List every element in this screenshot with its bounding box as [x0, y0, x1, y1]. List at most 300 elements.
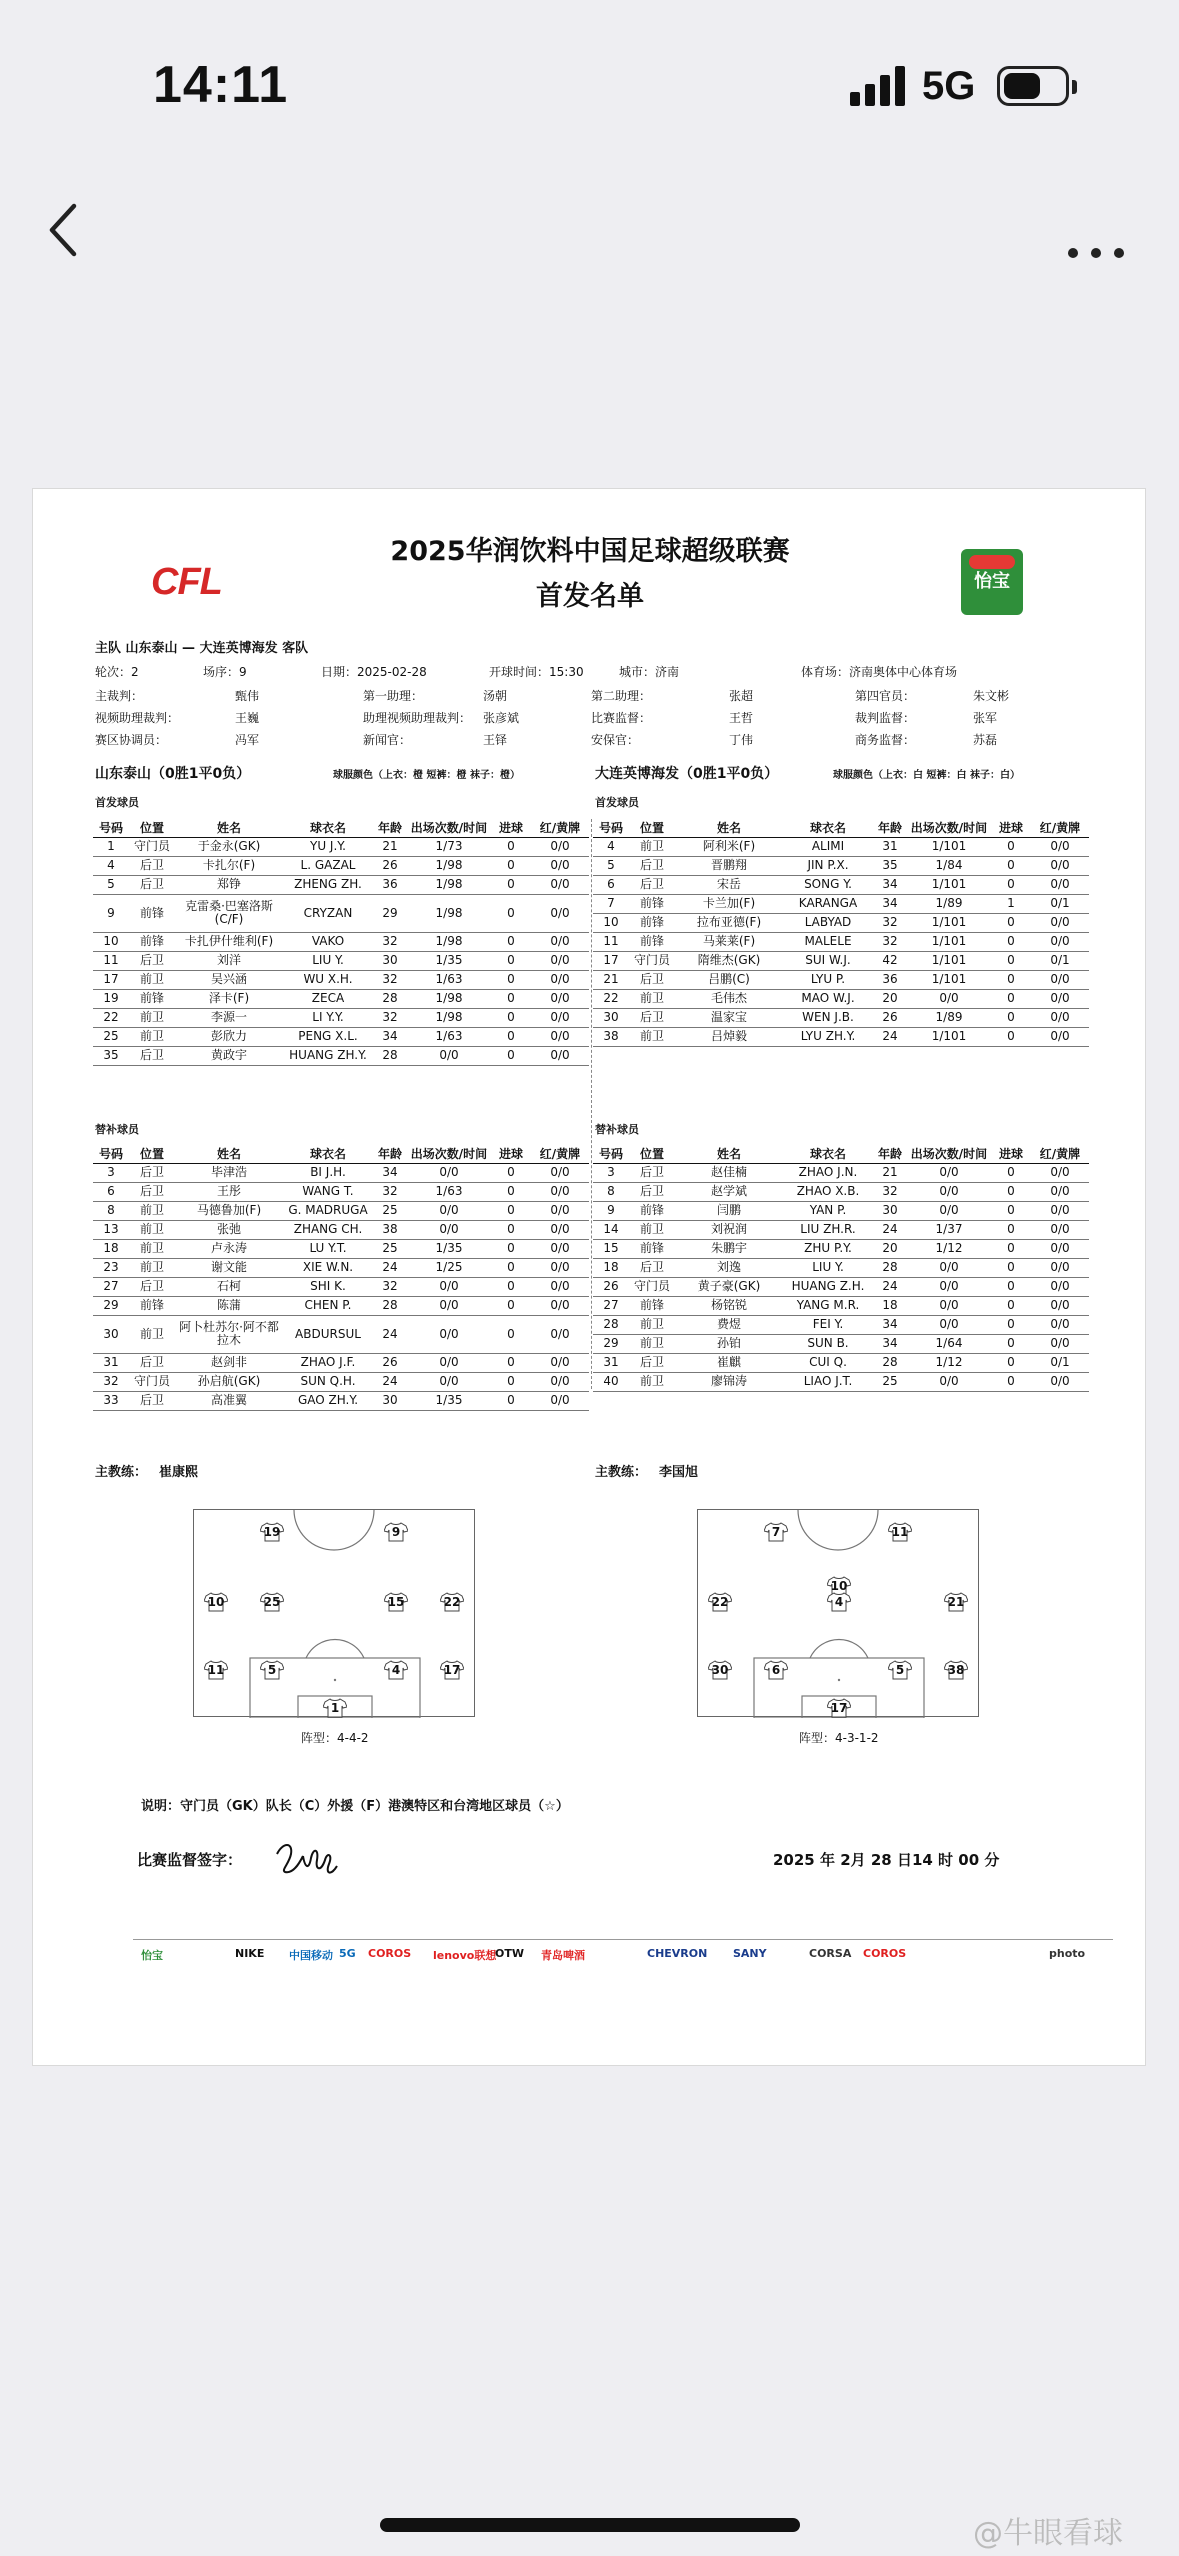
cell-number: 18 — [593, 1258, 629, 1277]
cell-age: 24 — [373, 1372, 407, 1391]
cell-shirt-name: YANG M.R. — [783, 1296, 873, 1315]
info-label: 第四官员： — [855, 689, 916, 703]
cell-goals: 0 — [491, 1315, 531, 1353]
away-formation: 阵型：4-3-1-2 — [799, 1731, 879, 1745]
cell-number: 4 — [593, 837, 629, 856]
watermark: @牛眼看球 — [973, 2516, 1123, 2551]
cell-number: 14 — [593, 1220, 629, 1239]
cell-shirt-name: KARANGA — [783, 894, 873, 913]
document-subtitle: 首发名单 — [536, 581, 644, 612]
cell-number: 19 — [93, 989, 129, 1008]
cell-appearances: 1/101 — [907, 875, 991, 894]
cell-number: 8 — [593, 1182, 629, 1201]
cell-position: 后卫 — [129, 951, 175, 970]
cell-name: 张弛 — [175, 1220, 283, 1239]
network-label: 5G — [922, 64, 976, 108]
cell-number: 17 — [593, 951, 629, 970]
table-row — [593, 913, 1089, 932]
cell-goals: 0 — [991, 1220, 1031, 1239]
cell-cards: 0/0 — [531, 1277, 589, 1296]
table-row — [593, 989, 1089, 1008]
cell-goals: 0 — [491, 1182, 531, 1201]
cell-cards: 0/0 — [531, 951, 589, 970]
info-value: 冯军 — [235, 733, 260, 747]
cell-number: 30 — [593, 1008, 629, 1027]
cell-position: 后卫 — [629, 970, 675, 989]
info-value: 张彦斌 — [483, 711, 520, 725]
shirt-number: 5 — [267, 1663, 277, 1677]
cell-appearances: 0/0 — [907, 989, 991, 1008]
cell-appearances: 1/101 — [907, 1027, 991, 1046]
away-subs-label: 替补球员 — [595, 1123, 639, 1136]
sponsor-divider — [133, 1939, 1113, 1940]
column-header-goals: 进球 — [491, 819, 531, 837]
column-header-shirt-name: 球衣名 — [283, 819, 373, 837]
cell-cards: 0/0 — [1031, 970, 1089, 989]
cell-shirt-name: LI Y.Y. — [283, 1008, 373, 1027]
cell-shirt-name: VAKO — [283, 932, 373, 951]
cell-cards: 0/0 — [531, 932, 589, 951]
cell-number: 7 — [593, 894, 629, 913]
cell-cards: 0/0 — [531, 1046, 589, 1065]
home-kit-colors: 球服颜色（上衣：橙 短裤：橙 袜子：橙） — [333, 770, 520, 781]
info-round: 轮次：2 — [95, 665, 139, 679]
sponsor-logo: 中国移动 — [289, 1949, 333, 1962]
cell-number: 38 — [593, 1027, 629, 1046]
status-time: 14:11 — [153, 56, 289, 114]
cell-goals: 0 — [991, 989, 1031, 1008]
table-row — [593, 875, 1089, 894]
cell-number: 22 — [93, 1008, 129, 1027]
cell-shirt-name: WANG T. — [283, 1182, 373, 1201]
cell-position: 后卫 — [129, 1182, 175, 1201]
cell-age: 32 — [873, 1182, 907, 1201]
cell-age: 30 — [873, 1201, 907, 1220]
cell-name: 赵佳楠 — [675, 1163, 783, 1182]
cell-appearances: 0/0 — [407, 1315, 491, 1353]
cell-age: 20 — [873, 989, 907, 1008]
column-header-position: 位置 — [629, 819, 675, 837]
table-row — [93, 1201, 589, 1220]
info-value: 汤朝 — [483, 689, 508, 703]
player-shirt-icon — [944, 1592, 968, 1612]
cell-age: 32 — [873, 932, 907, 951]
cell-age: 25 — [373, 1239, 407, 1258]
cell-shirt-name: SUN B. — [783, 1334, 873, 1353]
cell-goals: 0 — [491, 875, 531, 894]
table-row — [93, 1353, 589, 1372]
cell-shirt-name: ZHAO J.F. — [283, 1353, 373, 1372]
column-header-position: 位置 — [129, 1145, 175, 1163]
cell-appearances: 0/0 — [407, 1163, 491, 1182]
cell-goals: 0 — [491, 970, 531, 989]
table-row — [593, 1372, 1089, 1391]
cell-number: 29 — [93, 1296, 129, 1315]
shirt-number: 10 — [830, 1579, 848, 1593]
cell-appearances: 1/63 — [407, 1182, 491, 1201]
cell-cards: 0/0 — [531, 1027, 589, 1046]
table-row — [593, 1277, 1089, 1296]
cell-appearances: 0/0 — [407, 1046, 491, 1065]
cell-age: 32 — [373, 1182, 407, 1201]
player-shirt-icon — [827, 1698, 851, 1718]
cell-number: 18 — [93, 1239, 129, 1258]
cell-cards: 0/0 — [1031, 875, 1089, 894]
cell-goals: 0 — [991, 837, 1031, 856]
cell-age: 24 — [873, 1277, 907, 1296]
cell-number: 13 — [93, 1220, 129, 1239]
player-shirt-icon — [323, 1698, 347, 1718]
home-formation-pitch — [193, 1509, 475, 1717]
player-shirt-icon — [764, 1660, 788, 1680]
away-starters-table — [593, 819, 1089, 1047]
info-label: 比赛监督： — [591, 711, 652, 725]
cell-name: 克雷桑·巴塞洛斯(C/F) — [175, 894, 283, 932]
cell-position: 后卫 — [629, 1182, 675, 1201]
table-header-row — [593, 1145, 1089, 1163]
cell-position: 守门员 — [129, 1372, 175, 1391]
table-row — [93, 1277, 589, 1296]
player-shirt-icon — [204, 1592, 228, 1612]
table-row — [593, 1353, 1089, 1372]
cell-age: 28 — [373, 1296, 407, 1315]
cell-goals: 0 — [491, 1027, 531, 1046]
home-indicator[interactable] — [380, 2518, 800, 2532]
cell-shirt-name: SUI W.J. — [783, 951, 873, 970]
cell-position: 前锋 — [629, 894, 675, 913]
cell-cards: 0/0 — [531, 1220, 589, 1239]
table-row — [93, 989, 589, 1008]
cell-shirt-name: WEN J.B. — [783, 1008, 873, 1027]
cell-age: 42 — [873, 951, 907, 970]
cell-name: 吴兴涵 — [175, 970, 283, 989]
cell-appearances: 0/0 — [907, 1372, 991, 1391]
table-row — [93, 1220, 589, 1239]
cell-shirt-name: LU Y.T. — [283, 1239, 373, 1258]
cell-cards: 0/0 — [531, 1163, 589, 1182]
cfl-logo: CFL — [151, 561, 222, 603]
more-icon[interactable] — [1066, 224, 1126, 270]
table-row — [93, 894, 589, 932]
table-row — [93, 1315, 589, 1353]
cell-goals: 0 — [991, 1372, 1031, 1391]
cell-number: 27 — [93, 1277, 129, 1296]
cell-position: 前卫 — [629, 1027, 675, 1046]
cell-position: 后卫 — [129, 1353, 175, 1372]
shirt-number: 11 — [207, 1663, 225, 1677]
table-row — [593, 1008, 1089, 1027]
cell-position: 前卫 — [129, 970, 175, 989]
cell-position: 守门员 — [629, 1277, 675, 1296]
cell-number: 28 — [593, 1315, 629, 1334]
legend-note: 说明：守门员（GK）队长（C）外援（F）港澳特区和台湾地区球员（☆） — [141, 1799, 569, 1814]
cell-age: 34 — [373, 1163, 407, 1182]
cell-age: 29 — [373, 894, 407, 932]
cell-goals: 0 — [991, 1334, 1031, 1353]
column-header-age: 年龄 — [373, 819, 407, 837]
cell-name: 闫鹏 — [675, 1201, 783, 1220]
cell-appearances: 0/0 — [907, 1163, 991, 1182]
info-value: 王铎 — [483, 733, 508, 747]
table-row — [593, 837, 1089, 856]
cell-position: 后卫 — [129, 875, 175, 894]
column-header-cards: 红/黄牌 — [1031, 1145, 1089, 1163]
column-header-name: 姓名 — [675, 819, 783, 837]
column-header-appearances: 出场次数/时间 — [407, 819, 491, 837]
cell-name: 吕焯毅 — [675, 1027, 783, 1046]
away-formation-pitch — [697, 1509, 979, 1717]
table-row — [593, 1258, 1089, 1277]
cell-goals: 0 — [991, 913, 1031, 932]
cell-number: 32 — [93, 1372, 129, 1391]
cell-name: 毛伟杰 — [675, 989, 783, 1008]
cell-name: 黄子豪(GK) — [675, 1277, 783, 1296]
cell-name: 隋维杰(GK) — [675, 951, 783, 970]
cell-name: 李源一 — [175, 1008, 283, 1027]
cell-cards: 0/0 — [531, 837, 589, 856]
cell-number: 11 — [93, 951, 129, 970]
cell-name: 卢永涛 — [175, 1239, 283, 1258]
sign-date: 2025 年 2月 28 日14 时 00 分 — [773, 1851, 1000, 1869]
table-row — [593, 1182, 1089, 1201]
cell-age: 32 — [373, 1277, 407, 1296]
cell-age: 25 — [373, 1201, 407, 1220]
info-value: 张军 — [973, 711, 998, 725]
info-value: 王哲 — [729, 711, 754, 725]
cell-appearances: 1/35 — [407, 1391, 491, 1410]
column-divider — [591, 819, 592, 1389]
cell-shirt-name: YAN P. — [783, 1201, 873, 1220]
cell-name: 温家宝 — [675, 1008, 783, 1027]
column-header-cards: 红/黄牌 — [531, 819, 589, 837]
cell-shirt-name: MAO W.J. — [783, 989, 873, 1008]
cell-goals: 0 — [491, 1239, 531, 1258]
cell-shirt-name: ZHU P.Y. — [783, 1239, 873, 1258]
cell-number: 6 — [93, 1182, 129, 1201]
cell-name: 王彤 — [175, 1182, 283, 1201]
cell-cards: 0/0 — [531, 856, 589, 875]
column-header-goals: 进球 — [491, 1145, 531, 1163]
home-starters-table — [93, 819, 589, 1066]
info-value: 苏磊 — [973, 733, 998, 747]
cell-shirt-name: SHI K. — [283, 1277, 373, 1296]
table-row — [593, 856, 1089, 875]
cell-goals: 0 — [991, 1163, 1031, 1182]
column-header-shirt-name: 球衣名 — [783, 1145, 873, 1163]
cell-cards: 0/0 — [531, 1296, 589, 1315]
table-header-row — [593, 819, 1089, 837]
cell-position: 后卫 — [629, 875, 675, 894]
cell-appearances: 1/101 — [907, 951, 991, 970]
player-shirt-icon — [708, 1592, 732, 1612]
cell-position: 后卫 — [629, 856, 675, 875]
cell-cards: 0/0 — [1031, 1277, 1089, 1296]
cell-name: 廖锦涛 — [675, 1372, 783, 1391]
shirt-number: 9 — [391, 1525, 401, 1539]
cell-number: 25 — [93, 1027, 129, 1046]
player-shirt-icon — [764, 1522, 788, 1542]
info-label: 第二助理： — [591, 689, 652, 703]
cell-age: 26 — [873, 1008, 907, 1027]
cell-name: 卡扎尔(F) — [175, 856, 283, 875]
cell-shirt-name: ALIMI — [783, 837, 873, 856]
player-shirt-icon — [260, 1592, 284, 1612]
cell-name: 阿卜杜苏尔·阿不都拉木 — [175, 1315, 283, 1353]
cell-age: 28 — [373, 989, 407, 1008]
cell-number: 1 — [93, 837, 129, 856]
cell-name: 石柯 — [175, 1277, 283, 1296]
cell-number: 9 — [93, 894, 129, 932]
player-shirt-icon — [260, 1522, 284, 1542]
cell-age: 34 — [873, 1315, 907, 1334]
player-shirt-icon — [384, 1660, 408, 1680]
cell-position: 前锋 — [129, 932, 175, 951]
cell-cards: 0/1 — [1031, 951, 1089, 970]
cell-appearances: 1/98 — [407, 894, 491, 932]
table-row — [593, 970, 1089, 989]
table-row — [93, 951, 589, 970]
cell-appearances: 0/0 — [407, 1220, 491, 1239]
cell-goals: 0 — [491, 1046, 531, 1065]
cell-shirt-name: LIU Y. — [283, 951, 373, 970]
cell-name: 郑铮 — [175, 875, 283, 894]
cell-shirt-name: ABDURSUL — [283, 1315, 373, 1353]
cell-cards: 0/0 — [1031, 1334, 1089, 1353]
cell-position: 前卫 — [129, 1027, 175, 1046]
cell-name: 崔麒 — [675, 1353, 783, 1372]
cell-position: 前卫 — [129, 1220, 175, 1239]
cell-number: 10 — [593, 913, 629, 932]
cell-age: 32 — [873, 913, 907, 932]
cell-appearances: 1/89 — [907, 894, 991, 913]
cell-goals: 0 — [491, 1296, 531, 1315]
table-row — [593, 1220, 1089, 1239]
player-shirt-icon — [260, 1660, 284, 1680]
column-header-number: 号码 — [593, 1145, 629, 1163]
cell-goals: 0 — [491, 837, 531, 856]
cell-number: 3 — [93, 1163, 129, 1182]
cell-appearances: 1/63 — [407, 1027, 491, 1046]
shirt-number: 1 — [330, 1701, 340, 1715]
shirt-number: 17 — [830, 1701, 848, 1715]
cell-name: 卡扎伊什维利(F) — [175, 932, 283, 951]
away-coach: 李国旭 — [659, 1465, 699, 1480]
cell-number: 29 — [593, 1334, 629, 1353]
cell-goals: 0 — [991, 1008, 1031, 1027]
column-header-name: 姓名 — [675, 1145, 783, 1163]
handwritten-signature — [273, 1834, 343, 1878]
cell-name: 赵剑非 — [175, 1353, 283, 1372]
cell-number: 30 — [93, 1315, 129, 1353]
cell-age: 28 — [373, 1046, 407, 1065]
column-header-position: 位置 — [629, 1145, 675, 1163]
cell-position: 前锋 — [629, 932, 675, 951]
cell-position: 前卫 — [129, 1258, 175, 1277]
cell-age: 28 — [873, 1258, 907, 1277]
cell-position: 前锋 — [629, 1296, 675, 1315]
cell-goals: 0 — [491, 1277, 531, 1296]
table-row — [93, 1296, 589, 1315]
cell-appearances: 0/0 — [407, 1201, 491, 1220]
sponsor-logo: CHEVRON — [647, 1947, 708, 1960]
cell-number: 31 — [593, 1353, 629, 1372]
cell-cards: 0/0 — [531, 1372, 589, 1391]
cell-cards: 0/0 — [531, 1353, 589, 1372]
cell-cards: 0/0 — [1031, 1258, 1089, 1277]
cell-name: 卡兰加(F) — [675, 894, 783, 913]
shirt-number: 17 — [443, 1663, 461, 1677]
cell-name: 孙启航(GK) — [175, 1372, 283, 1391]
shirt-number: 11 — [891, 1525, 909, 1539]
sponsor-logo: COROS — [368, 1947, 412, 1960]
table-row — [593, 894, 1089, 913]
cell-goals: 0 — [491, 1201, 531, 1220]
cell-appearances: 0/0 — [407, 1277, 491, 1296]
info-stadium: 体育场：济南奥体中心体育场 — [801, 665, 958, 679]
column-header-cards: 红/黄牌 — [531, 1145, 589, 1163]
back-icon[interactable] — [46, 202, 86, 258]
sponsor-logo: COROS — [863, 1947, 907, 1960]
cell-name: 吕鹏(C) — [675, 970, 783, 989]
cell-shirt-name: BI J.H. — [283, 1163, 373, 1182]
info-value: 王巍 — [235, 711, 260, 725]
cell-cards: 0/0 — [1031, 1182, 1089, 1201]
cell-position: 前卫 — [629, 1334, 675, 1353]
cell-goals: 0 — [991, 1258, 1031, 1277]
cell-age: 24 — [373, 1258, 407, 1277]
cell-appearances: 1/35 — [407, 951, 491, 970]
info-match-no: 场序：9 — [203, 665, 247, 679]
cell-cards: 0/0 — [1031, 932, 1089, 951]
info-value: 朱文彬 — [973, 689, 1010, 703]
player-shirt-icon — [708, 1660, 732, 1680]
cell-appearances: 1/98 — [407, 875, 491, 894]
cell-appearances: 1/63 — [407, 970, 491, 989]
cell-shirt-name: ZHENG ZH. — [283, 875, 373, 894]
cell-cards: 0/0 — [1031, 856, 1089, 875]
sponsor-logo: lenovo联想 — [433, 1949, 497, 1962]
info-label: 裁判监督： — [855, 711, 916, 725]
cell-age: 34 — [873, 894, 907, 913]
cell-shirt-name: LYU P. — [783, 970, 873, 989]
cell-cards: 0/0 — [531, 1258, 589, 1277]
cell-cards: 0/0 — [1031, 1239, 1089, 1258]
info-value: 张超 — [729, 689, 754, 703]
cell-name: 刘洋 — [175, 951, 283, 970]
table-row — [593, 932, 1089, 951]
battery-icon — [997, 66, 1069, 106]
column-header-appearances: 出场次数/时间 — [907, 1145, 991, 1163]
cell-goals: 0 — [491, 1353, 531, 1372]
cell-number: 22 — [593, 989, 629, 1008]
player-shirt-icon — [827, 1592, 851, 1612]
cell-shirt-name: HUANG ZH.Y. — [283, 1046, 373, 1065]
cell-cards: 0/0 — [1031, 1315, 1089, 1334]
cell-goals: 0 — [491, 1391, 531, 1410]
cell-number: 27 — [593, 1296, 629, 1315]
home-starters-label: 首发球员 — [95, 796, 139, 809]
player-shirt-icon — [204, 1660, 228, 1680]
player-shirt-icon — [384, 1592, 408, 1612]
cell-goals: 0 — [991, 1027, 1031, 1046]
cell-shirt-name: LIU Y. — [783, 1258, 873, 1277]
home-team-name: 山东泰山（0胜1平0负） — [95, 766, 251, 782]
table-row — [593, 951, 1089, 970]
column-header-shirt-name: 球衣名 — [283, 1145, 373, 1163]
info-label: 新闻官： — [363, 733, 412, 747]
cell-shirt-name: ZECA — [283, 989, 373, 1008]
cell-appearances: 0/0 — [407, 1296, 491, 1315]
